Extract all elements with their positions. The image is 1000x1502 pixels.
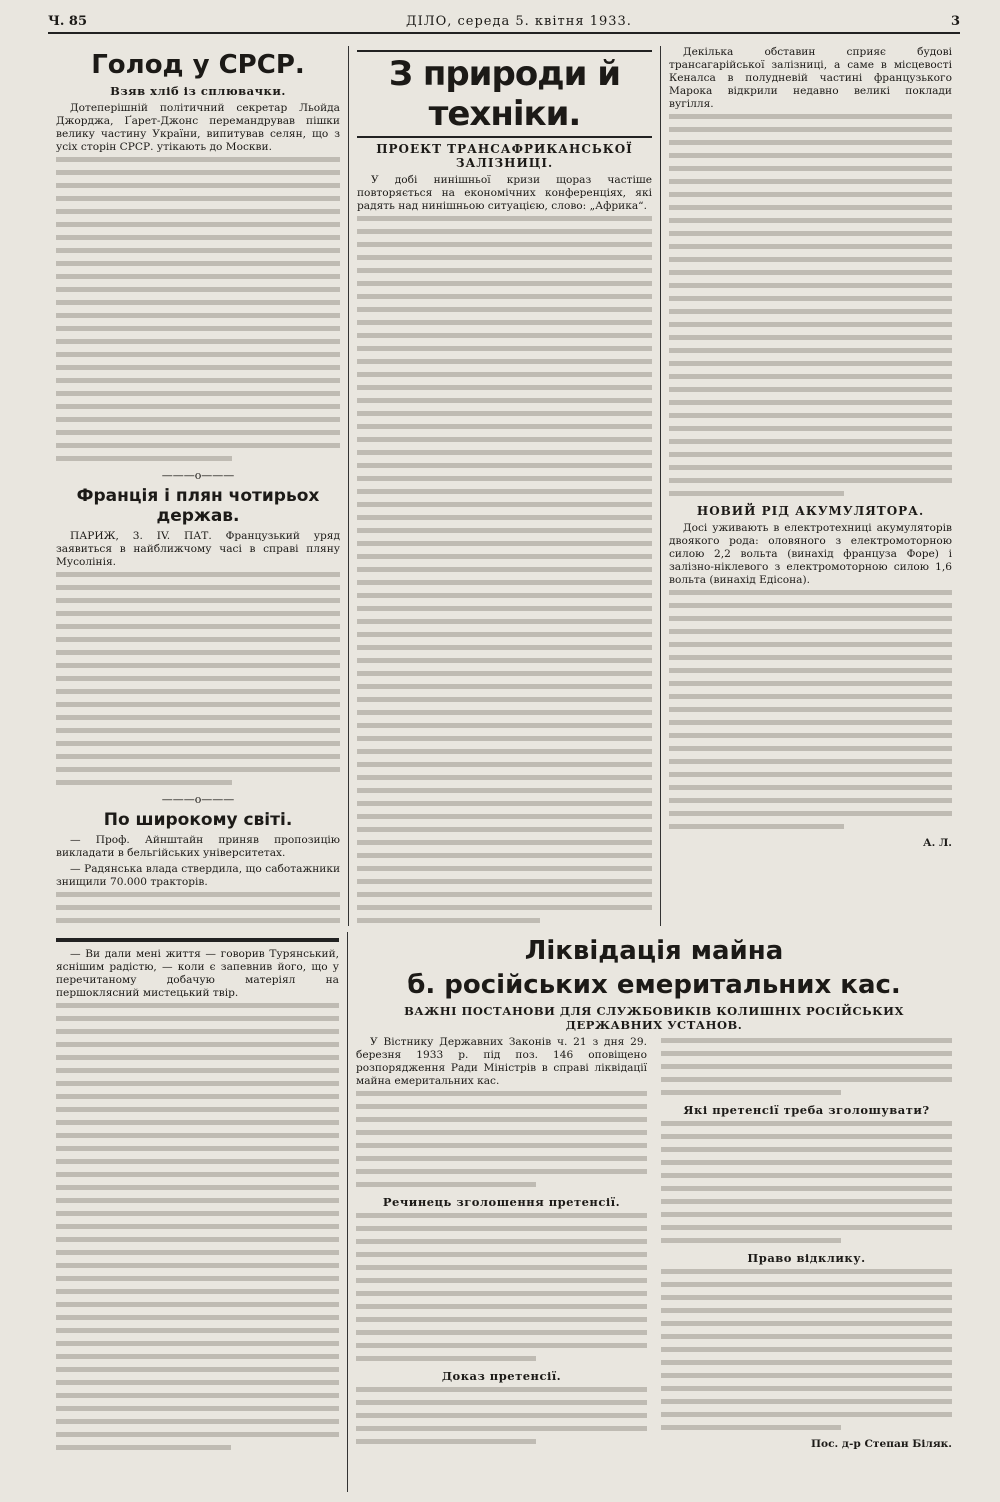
placeholder-text bbox=[56, 572, 340, 785]
article-famine-subtitle: Взяв хліб із сплювачки. bbox=[110, 84, 286, 98]
liquidation-section-appeal: Право відклику. bbox=[747, 1251, 866, 1265]
article-railway-paragraph: У добі нинішньої кризи щораз частіше повторяється на економічних конференціях, які радять над нинішньою ситуацією, слово: „Африка“. bbox=[357, 174, 652, 212]
column-3 bbox=[660, 46, 960, 926]
liquidation-col-right bbox=[661, 1036, 952, 1452]
placeholder-text bbox=[669, 590, 952, 829]
column-2 bbox=[348, 46, 660, 926]
feuilleton-paragraph: — Ви дали мені життя — говорив Турянський, яснішим радістю, — коли є запевнив його, що у перечитаному добачую матеріял на першоклясний мистецький твір. bbox=[56, 948, 339, 999]
article-world-item: — Радянська влада ствердила, що саботажники знищили 70.000 тракторів. bbox=[56, 863, 340, 888]
article-famine-paragraph: Дотеперішній політичний секретар Льойда Джорджа, Ґарет-Джонс перемандрував пішки велику частину України, випитував селян, що з усіх сторін СРСР. утікають до Москви. bbox=[56, 102, 340, 153]
separator: ———o——— bbox=[161, 469, 235, 482]
article-france-title: Франція і плян чотирьох держав. bbox=[76, 486, 320, 526]
article-france-paragraph: ПАРИЖ, 3. IV. ПАТ. Французький уряд заявиться в найближчому часі в справі пляну Мусолінія. bbox=[56, 530, 340, 568]
article-world-item: — Проф. Айнштайн приняв пропозицію викладати в бельгійських університетах. bbox=[56, 834, 340, 859]
liquidation-columns bbox=[356, 1036, 952, 1452]
article-battery-paragraph: Досі уживають в електротехниці акумуляторів двоякого рода: оловяного з електромоторною силою 2,2 вольта (винахід француза Форе) і залізно-ніклевого з електромоторною силою 1,6 вольта (винахід Едісона). bbox=[669, 522, 952, 586]
liquidation-title: Ліквідація майна bbox=[524, 936, 784, 966]
liquidation-section-proof: Доказ претенсії. bbox=[441, 1369, 562, 1383]
top-columns bbox=[48, 46, 960, 926]
placeholder-text bbox=[56, 157, 340, 461]
column-1 bbox=[48, 46, 348, 926]
divider bbox=[56, 938, 339, 942]
article-battery-signature: А. Л. bbox=[922, 837, 952, 849]
liquidation-paragraph: У Вістнику Державних Законів ч. 21 з дня 29. березня 1933 р. під поз. 146 оповіщено розпорядження Ради Міністрів в справі ліквідації майна емеритальних кас. bbox=[356, 1036, 647, 1087]
placeholder-text bbox=[669, 114, 952, 496]
liquidation-section-claims: Які претенсії треба зголошувати? bbox=[683, 1103, 930, 1117]
placeholder-text bbox=[356, 1213, 647, 1361]
bottom-section bbox=[48, 932, 960, 1492]
placeholder-text bbox=[56, 1003, 339, 1450]
separator: ———o——— bbox=[161, 793, 235, 806]
masthead-title: ДІЛО, середа 5. квітня 1933. bbox=[406, 14, 632, 29]
placeholder-text bbox=[357, 216, 652, 923]
masthead bbox=[48, 14, 960, 34]
liquidation-col-left bbox=[356, 1036, 647, 1452]
bottom-right-article bbox=[348, 932, 960, 1492]
article-nature-title: З природи й техніки. bbox=[357, 50, 652, 138]
placeholder-text bbox=[356, 1387, 647, 1444]
liquidation-title-line2: б. російських емеритальних кас. bbox=[407, 970, 901, 1000]
placeholder-text bbox=[661, 1121, 952, 1243]
placeholder-text bbox=[356, 1091, 647, 1187]
bottom-left-column bbox=[48, 932, 348, 1492]
article-railway-subtitle: ПРОЕКТ ТРАНСАФРИКАНСЬКОЇ ЗАЛІЗНИЦІ. bbox=[376, 142, 633, 170]
article-battery-title: НОВИЙ РІД АКУМУЛЯТОРА. bbox=[696, 504, 925, 518]
placeholder-text bbox=[661, 1038, 952, 1095]
page-number-left: Ч. 85 bbox=[48, 14, 88, 29]
article-railway-continued: Декілька обставин сприяє будові трансагарійської залізниці, а саме в місцевості Кеналса в полудневій частині французького Марока відкрили недавно великі поклади вугілля. bbox=[669, 46, 952, 110]
liquidation-signature: Пос. д-р Степан Біляк. bbox=[811, 1438, 952, 1450]
liquidation-subtitle: ВАЖНІ ПОСТАНОВИ ДЛЯ СЛУЖБОВИКІВ КОЛИШНІХ РОСІЙСЬКИХ ДЕРЖАВНИХ УСТАНОВ. bbox=[404, 1004, 904, 1032]
placeholder-text bbox=[661, 1269, 952, 1430]
article-world-title: По широкому світі. bbox=[103, 810, 293, 830]
liquidation-section-deadline: Речинець зголошення претенсії. bbox=[382, 1195, 621, 1209]
placeholder-text bbox=[56, 892, 340, 926]
page-number-right: 3 bbox=[950, 14, 960, 29]
article-famine-title: Голод у СРСР. bbox=[91, 50, 305, 80]
